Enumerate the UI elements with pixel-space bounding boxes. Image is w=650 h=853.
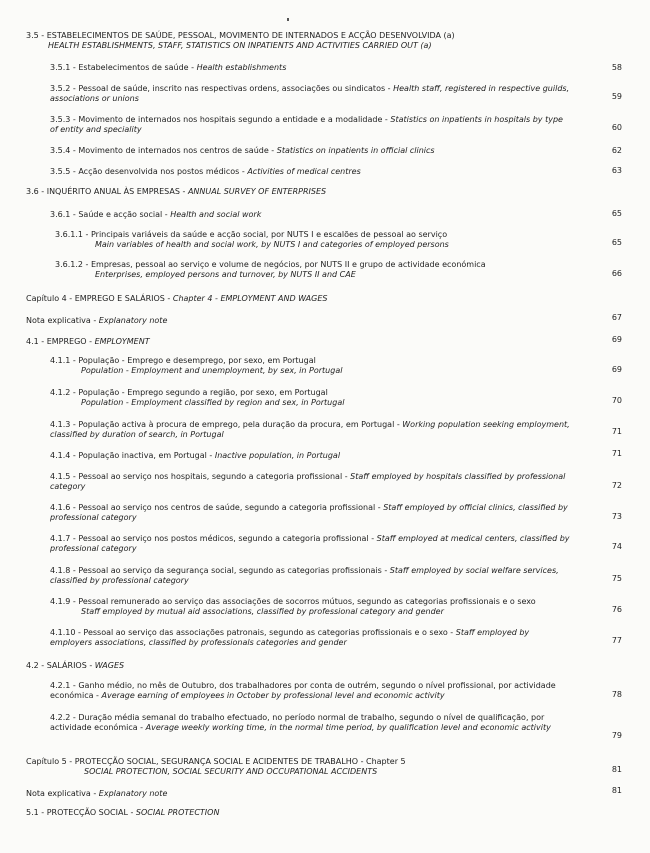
toc-code: 4.1.6 - [50, 503, 76, 512]
toc-page-number: 81 [611, 786, 622, 795]
toc-title-en: Health staff, registered in respective guilds, associations or unions [50, 84, 570, 103]
toc-title-pt: Pessoal ao serviço nos centros de saúde, segundo a categoria profissional - [78, 503, 381, 512]
toc-page-number: 62 [611, 146, 622, 155]
toc-page-number: 76 [611, 605, 622, 614]
toc-code: 4.1.3 - [50, 420, 76, 429]
toc-title-pt: Empresas, pessoal ao serviço e volume de negócios, por NUTS II e grupo de actividade económica [90, 260, 486, 269]
toc-page-number: 81 [611, 765, 622, 774]
toc-page-number: 69 [611, 365, 622, 374]
toc-title-pt: Nota explicativa - [26, 789, 97, 798]
toc-entry-4-1-5[interactable] [50, 472, 570, 492]
toc-title-en: ANNUAL SURVEY OF ENTERPRISES [187, 187, 327, 196]
toc-entry-4-1-3[interactable] [50, 420, 570, 440]
toc-explanatory-note-4[interactable] [26, 316, 586, 326]
toc-entry-4-1-8[interactable] [50, 566, 570, 586]
toc-title-pt: ESTABELECIMENTOS DE SAÚDE, PESSOAL, MOVIMENTO DE INTERNADOS E ACÇÃO DESENVOLVIDA (a) [46, 31, 455, 40]
toc-code: 4.1.7 - [50, 534, 76, 543]
toc-title-pt: PROTECÇÃO SOCIAL, SEGURANÇA SOCIAL E ACIDENTES DE TRABALHO - Chapter 5 [74, 757, 406, 766]
toc-code: 3.6.1.1 - [55, 230, 89, 239]
toc-title-en: Average weekly working time, in the normal time period, by qualification level and economic activity [145, 723, 551, 732]
toc-title-pt: Nota explicativa - [26, 316, 97, 325]
toc-entry-4-2-1[interactable] [50, 681, 570, 701]
toc-title-pt: EMPREGO - [46, 337, 93, 346]
toc-entry-3-5-4[interactable] [50, 146, 570, 156]
toc-title-en: Main variables of health and social work, by NUTS I and categories of employed persons [95, 240, 449, 249]
toc-code: 3.6.1.2 - [55, 260, 89, 269]
page-mark [287, 18, 289, 21]
toc-page-number: 69 [611, 335, 622, 344]
toc-title-en: Chapter 4 - EMPLOYMENT AND WAGES [172, 294, 328, 303]
toc-title-pt: População - Emprego segundo a região, por sexo, em Portugal [78, 388, 328, 397]
toc-entry-3-5-3[interactable] [50, 115, 570, 135]
toc-title-en: Staff employed at medical centers, classified by professional category [50, 534, 570, 553]
toc-title-en: Staff employed by employers associations, classified by professionals categories and gender [50, 628, 530, 647]
toc-title-en: Statistics on inpatients in hospitals by type of entity and speciality [50, 115, 563, 134]
toc-code: Capítulo 4 - [26, 294, 73, 303]
toc-page-number: 59 [611, 92, 622, 101]
toc-entry-4-2-2[interactable] [50, 713, 570, 733]
toc-entry-4-1-9[interactable] [50, 597, 570, 617]
toc-title-pt: Pessoal remunerado ao serviço das associações de socorros mútuos, segundo as categorias profissionais e o sexo [78, 597, 536, 606]
toc-title-pt: Pessoal ao serviço nos postos médicos, segundo a categoria profissional - [78, 534, 375, 543]
toc-chapter-5 [26, 757, 586, 777]
toc-page-number: 75 [611, 574, 622, 583]
toc-title-pt: EMPREGO E SALÁRIOS - [74, 294, 171, 303]
toc-title-en: Population - Employment and unemployment, by sex, in Portugal [81, 366, 343, 375]
toc-code: 4.1.1 - [50, 356, 76, 365]
toc-code: 3.5.5 - [50, 167, 76, 176]
toc-title-en: Enterprises, employed persons and turnover, by NUTS II and CAE [95, 270, 356, 279]
toc-title-en: Staff employed by social welfare services, classified by professional category [50, 566, 559, 585]
toc-title-en: Average earning of employees in October by professional level and economic activity [101, 691, 445, 700]
toc-page-number: 73 [611, 512, 622, 521]
toc-code: 4.1.4 - [50, 451, 76, 460]
toc-title-pt: Duração média semanal do trabalho efectuado, no período normal de trabalho, segundo o nível de qualificação, por actividade económica - [50, 713, 545, 732]
toc-code: 4.1 - [26, 337, 45, 346]
toc-section-3-5 [26, 31, 586, 51]
toc-page-number: 65 [611, 238, 622, 247]
toc-title-en: EMPLOYMENT [94, 337, 150, 346]
toc-code: Capítulo 5 - [26, 757, 73, 766]
toc-title-en: HEALTH ESTABLISHMENTS, STAFF, STATISTICS ON INPATIENTS AND ACTIVITIES CARRIED OUT (a) [48, 41, 432, 50]
toc-code: 3.5.3 - [50, 115, 76, 124]
toc-page-number: 60 [611, 123, 622, 132]
toc-entry-4-1-6[interactable] [50, 503, 570, 523]
toc-code: 4.1.5 - [50, 472, 76, 481]
toc-entry-3-5-2[interactable] [50, 84, 570, 104]
toc-explanatory-note-5[interactable] [26, 789, 586, 799]
toc-title-pt: Pessoal ao serviço da segurança social, segundo as categorias profissionais - [78, 566, 388, 575]
toc-title-pt: Ganho médio, no mês de Outubro, dos trabalhadores por conta de outrém, segundo o nível profissional, por actividade económica - [50, 681, 556, 700]
toc-code: 5.1 - [26, 808, 45, 817]
toc-page-number: 71 [611, 449, 622, 458]
toc-title-en: SOCIAL PROTECTION [135, 808, 220, 817]
toc-section-3-6 [26, 187, 586, 197]
toc-section-4-1[interactable] [26, 337, 586, 347]
toc-title-en: Staff employed by mutual aid associations, classified by professional category and gender [81, 607, 444, 616]
toc-page-number: 58 [611, 63, 622, 72]
toc-code: 4.2 - [26, 661, 45, 670]
toc-code: 3.6.1 - [50, 210, 76, 219]
toc-title-en: Population - Employment classified by region and sex, in Portugal [81, 398, 345, 407]
toc-code: 4.1.10 - [50, 628, 81, 637]
toc-title-en: Explanatory note [98, 789, 168, 798]
toc-title-pt: Principais variáveis da saúde e acção social, por NUTS I e escalões de pessoal ao serviço [90, 230, 448, 239]
toc-entry-4-1-7[interactable] [50, 534, 570, 554]
toc-chapter-4 [26, 294, 586, 304]
toc-title-en: Activities of medical centres [247, 167, 361, 176]
toc-page-number: 63 [611, 166, 622, 175]
toc-page-number: 66 [611, 269, 622, 278]
toc-title-pt: PROTECÇÃO SOCIAL - [46, 808, 134, 817]
toc-code: 3.5.2 - [50, 84, 76, 93]
toc-title-en: Statistics on inpatients in official clinics [276, 146, 435, 155]
toc-entry-3-5-5[interactable] [50, 167, 570, 177]
toc-title-pt: Pessoal ao serviço das associações patronais, segundo as categorias profissionais e o sexo - [83, 628, 454, 637]
toc-section-5-1 [26, 808, 586, 818]
toc-entry-3-6-1[interactable] [50, 210, 570, 220]
toc-title-pt: Movimento de internados nos centros de saúde - [78, 146, 275, 155]
toc-page-number: 70 [611, 396, 622, 405]
toc-title-pt: Pessoal ao serviço nos hospitais, segundo a categoria profissional - [78, 472, 348, 481]
toc-title-pt: Pessoal de saúde, inscrito nas respectivas ordens, associações ou sindicatos - [78, 84, 391, 93]
toc-page-number: 71 [611, 427, 622, 436]
toc-title-en: Explanatory note [98, 316, 168, 325]
toc-title-pt: Movimento de internados nos hospitais segundo a entidade e a modalidade - [78, 115, 388, 124]
toc-code: 3.5.1 - [50, 63, 76, 72]
toc-title-en: Health and social work [170, 210, 262, 219]
toc-title-pt: População - Emprego e desemprego, por sexo, em Portugal [78, 356, 316, 365]
toc-title-pt: SALÁRIOS - [46, 661, 93, 670]
toc-code: 3.5 - [26, 31, 45, 40]
toc-title-pt: População inactiva, em Portugal - [78, 451, 213, 460]
toc-page-number: 78 [611, 690, 622, 699]
toc-title-en: WAGES [94, 661, 125, 670]
toc-code: 4.2.2 - [50, 713, 76, 722]
toc-title-en: SOCIAL PROTECTION, SOCIAL SECURITY AND OCCUPATIONAL ACCIDENTS [84, 767, 378, 776]
toc-code: 4.1.8 - [50, 566, 76, 575]
toc-page-number: 67 [611, 313, 622, 322]
toc-section-4-2 [26, 661, 586, 671]
toc-page-number: 77 [611, 636, 622, 645]
toc-code: 3.6 - [26, 187, 45, 196]
toc-title-en: Staff employed by hospitals classified by professional category [50, 472, 566, 491]
toc-title-en: Working population seeking employment, classified by duration of search, in Portugal [50, 420, 570, 439]
toc-page-number: 65 [611, 209, 622, 218]
toc-title-pt: Saúde e acção social - [78, 210, 168, 219]
toc-page-number: 79 [611, 731, 622, 740]
toc-title-pt: Acção desenvolvida nos postos médicos - [78, 167, 245, 176]
toc-entry-3-6-1-1[interactable] [55, 230, 575, 250]
toc-entry-4-1-4[interactable] [50, 451, 570, 461]
toc-code: 4.1.9 - [50, 597, 76, 606]
toc-entry-3-6-1-2[interactable] [55, 260, 575, 280]
toc-code: 4.2.1 - [50, 681, 76, 690]
toc-title-en: Staff employed by official clinics, classified by professional category [50, 503, 568, 522]
toc-title-en: Inactive population, in Portugal [214, 451, 341, 460]
toc-entry-4-1-10[interactable] [50, 628, 570, 648]
toc-page-number: 72 [611, 481, 622, 490]
toc-title-en: Health establishments [196, 63, 287, 72]
toc-entry-3-5-1[interactable] [50, 63, 570, 73]
toc-title-pt: INQUÉRITO ANUAL ÀS EMPRESAS - [46, 187, 186, 196]
toc-code: 3.5.4 - [50, 146, 76, 155]
toc-entry-4-1-1[interactable] [50, 356, 570, 376]
toc-title-pt: População activa à procura de emprego, pela duração da procura, em Portugal - [78, 420, 400, 429]
toc-code: 4.1.2 - [50, 388, 76, 397]
toc-page-number: 74 [611, 542, 622, 551]
toc-title-pt: Estabelecimentos de saúde - [78, 63, 195, 72]
toc-entry-4-1-2[interactable] [50, 388, 570, 408]
